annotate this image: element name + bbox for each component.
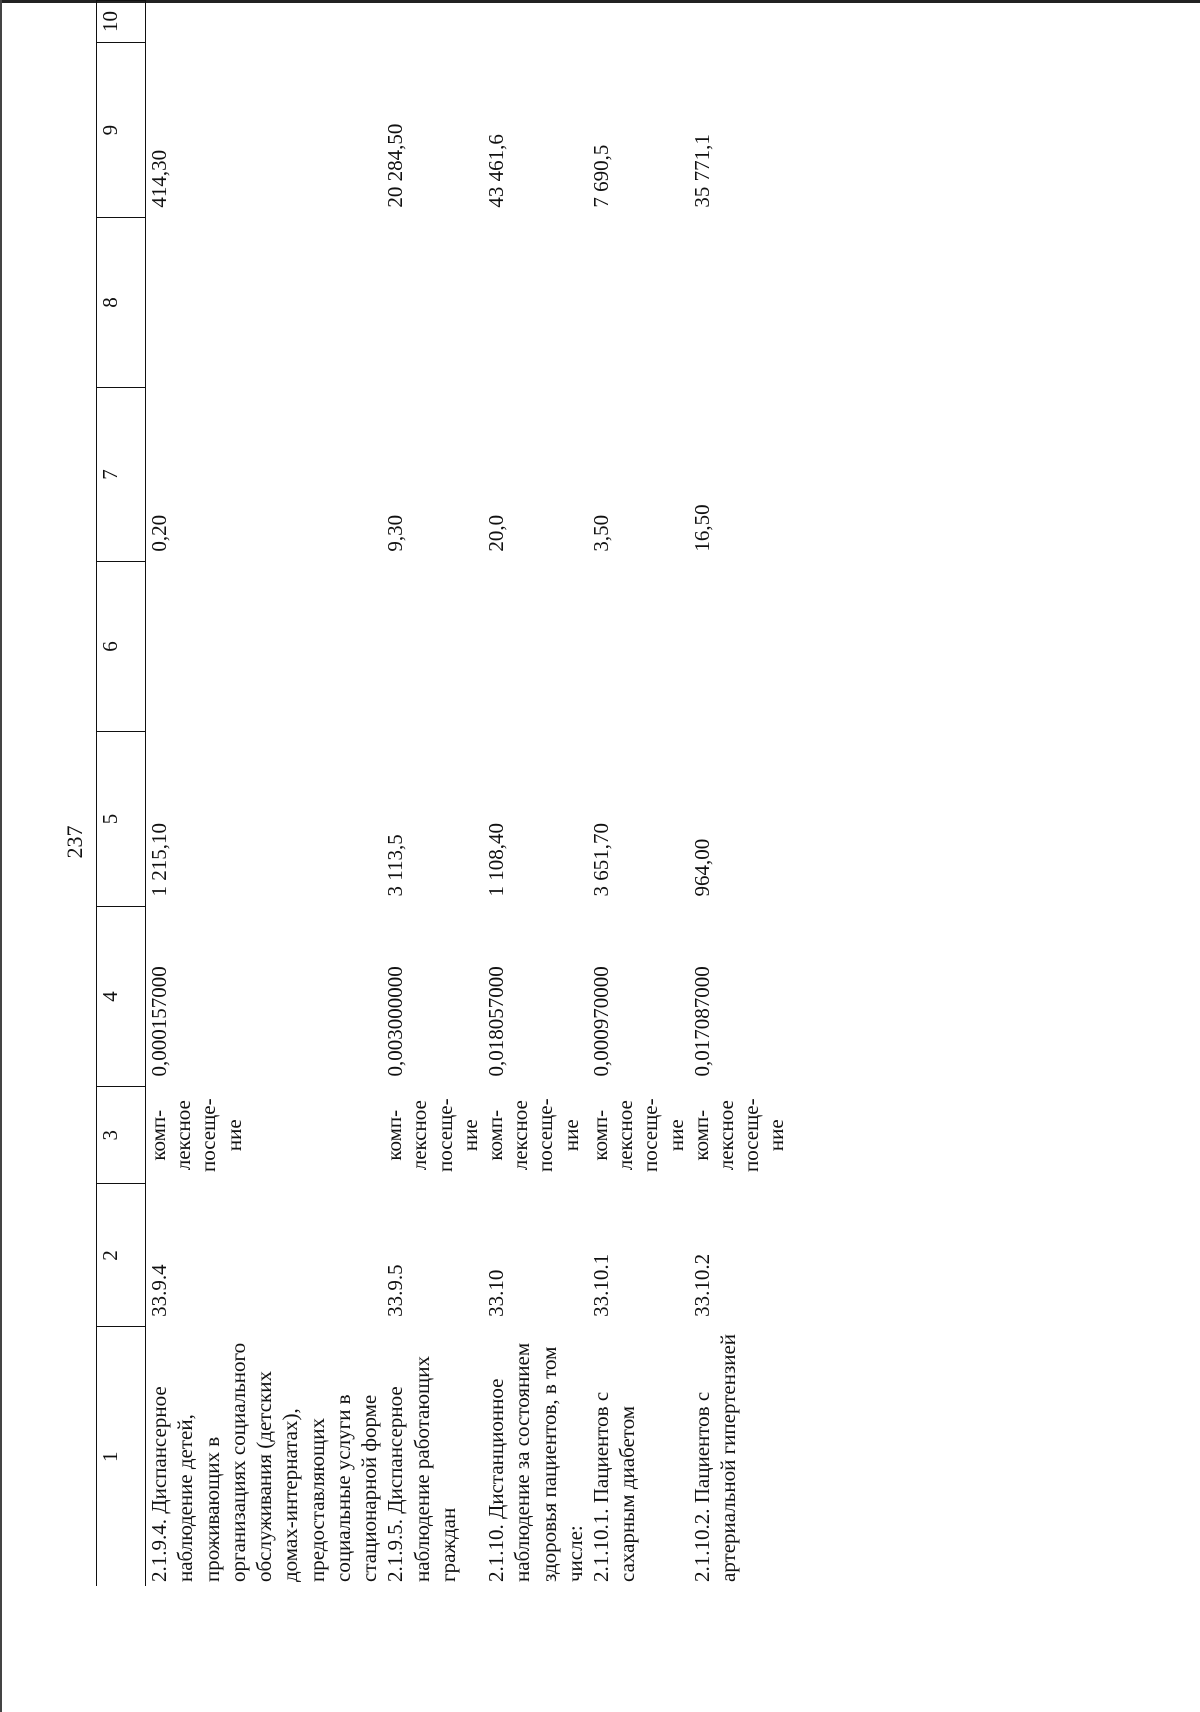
table-row (588, 1, 689, 1587)
row-col8 (382, 218, 483, 388)
row-unit: комп- лексное посеще- ние (483, 1098, 583, 1173)
row-col4: 0,003000000 (383, 966, 408, 1077)
column-header: 4 (97, 907, 146, 1087)
page-number: 237 (62, 825, 87, 859)
row-col5: 3 651,70 (589, 823, 613, 897)
row-name: 2.1.9.4. Диспансерное наблюдение детей, проживающих в организациях социального обслуживания (детских домах-интернатах), предоставляющих социальные услуги в стационарной форме (147, 1342, 381, 1582)
row-col6 (483, 562, 588, 732)
column-header: 6 (97, 562, 146, 732)
row-col8 (146, 218, 383, 388)
row-code: 33.10 (484, 1269, 508, 1317)
row-col10 (483, 1, 588, 43)
row-name: 2.1.10.1. Пациентов с сахарным диабетом (589, 1391, 640, 1582)
row-col6 (382, 562, 483, 732)
table-row (483, 1, 588, 1587)
row-name: 2.1.10.2. Пациентов с артериальной гипертензией (689, 1333, 740, 1582)
row-unit: комп- лексное посеще- ние (688, 1098, 789, 1173)
column-header: 1 (97, 1327, 146, 1586)
row-col9: 43 461,6 (484, 134, 508, 208)
column-header: 3 (97, 1086, 146, 1184)
column-header: 8 (97, 218, 146, 388)
row-col7: 16,50 (689, 504, 714, 552)
column-header: 5 (97, 731, 146, 906)
row-col7: 3,50 (589, 514, 613, 552)
row-col8 (689, 218, 790, 388)
table-row (146, 1, 383, 1587)
table-row (382, 1, 483, 1587)
row-col5: 964,00 (689, 838, 714, 897)
row-col8 (588, 218, 689, 388)
row-unit: комп- лексное посеще- ние (588, 1098, 688, 1173)
row-name: 2.1.10. Дистанционное наблюдение за состоянием здоровья пациентов, в том числе: (484, 1342, 587, 1582)
row-col5: 3 113,5 (383, 834, 408, 897)
row-col10 (689, 1, 790, 43)
row-code: 33.10.2 (689, 1253, 714, 1317)
row-col4: 0,000970000 (589, 966, 613, 1077)
column-header: 10 (97, 1, 146, 43)
header-row (97, 1, 146, 1587)
row-code: 33.9.4 (147, 1264, 171, 1317)
row-col4: 0,018057000 (484, 966, 508, 1077)
row-col7: 20,0 (484, 514, 508, 552)
row-col4: 0,000157000 (147, 966, 171, 1077)
row-col7: 0,20 (147, 514, 171, 552)
row-col10 (382, 1, 483, 43)
row-col5: 1 215,10 (147, 823, 171, 897)
row-col4: 0,017087000 (689, 966, 714, 1077)
row-col9: 20 284,50 (383, 123, 408, 208)
row-col9: 7 690,5 (589, 144, 613, 208)
row-col5: 1 108,40 (484, 823, 508, 897)
row-col9: 35 771,1 (689, 134, 714, 208)
row-col9: 414,30 (147, 149, 171, 208)
row-unit: комп- лексное посеще- ние (382, 1098, 482, 1173)
row-col8 (483, 218, 588, 388)
column-header: 9 (97, 43, 146, 218)
row-code: 33.9.5 (383, 1264, 408, 1317)
row-name: 2.1.9.5. Диспансерное наблюдение работающих граждан (383, 1356, 460, 1582)
column-header: 7 (97, 387, 146, 561)
row-col10 (588, 1, 689, 43)
row-col10 (146, 1, 383, 43)
table-row (689, 1, 790, 1587)
row-col6 (146, 562, 383, 732)
row-col6 (689, 562, 790, 732)
row-code: 33.10.1 (589, 1253, 613, 1317)
data-table (96, 0, 790, 1586)
row-unit: комп- лексное посеще- ние (146, 1098, 246, 1173)
row-col7: 9,30 (383, 514, 408, 552)
column-header: 2 (97, 1184, 146, 1327)
row-col6 (588, 562, 689, 732)
